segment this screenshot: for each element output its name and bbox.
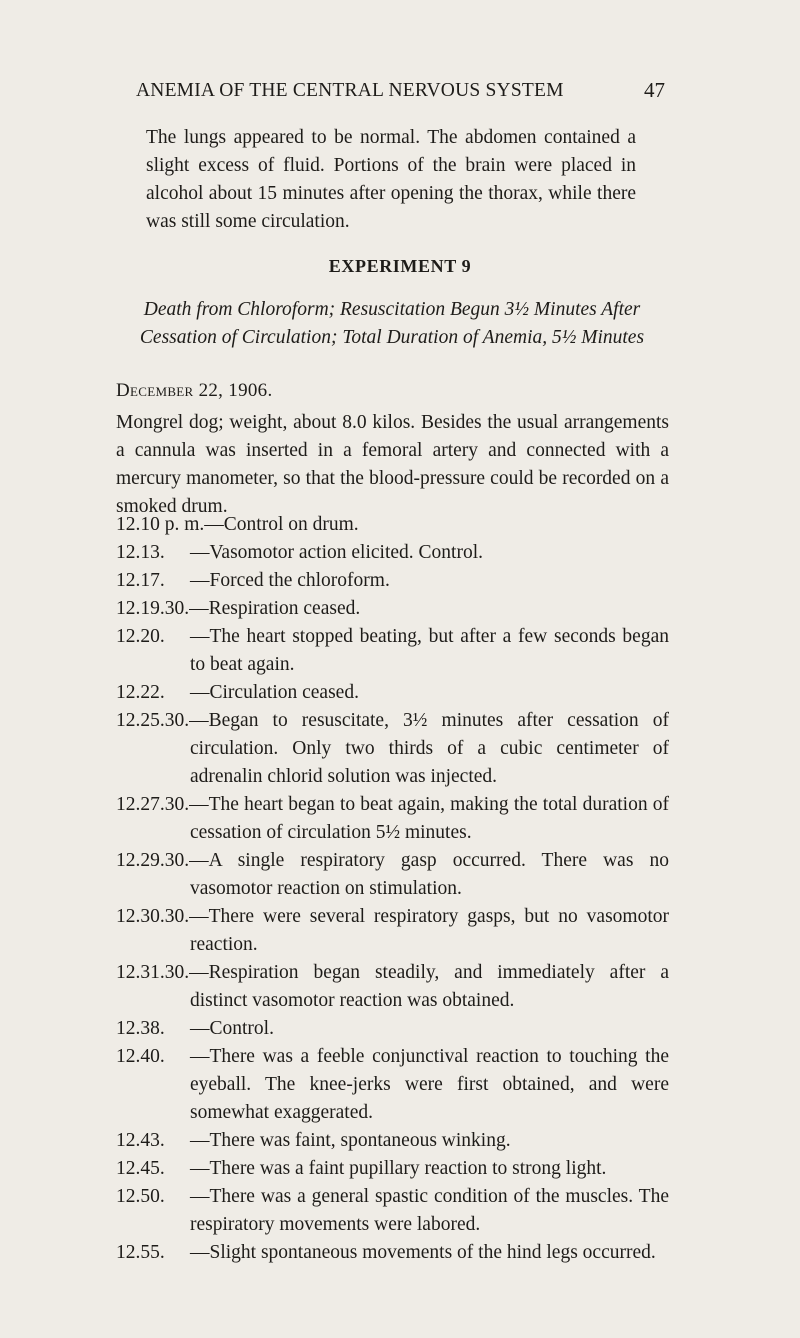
log-time: 12.31.30. [116, 962, 190, 983]
log-lead [116, 707, 209, 735]
em-dash: — [190, 1186, 210, 1207]
log-time: 12.19.30. [116, 598, 190, 619]
log-time: 12.43. [116, 1130, 165, 1151]
page-number: 47 [644, 78, 665, 102]
log-text: The heart stopped beating, but after a few seconds began to beat again. [190, 626, 669, 675]
log-text: Control on drum. [223, 514, 359, 535]
log-text: There was a general spastic condition of the muscles. The respiratory movements were labored. [190, 1186, 669, 1235]
log-time: 12.17. [116, 570, 165, 591]
log-lead [116, 539, 210, 567]
log-lead [116, 1155, 210, 1183]
log-entry-body [116, 567, 669, 595]
log-time: 12.13. [116, 542, 165, 563]
log-lead [116, 511, 224, 539]
log-text: Forced the chloroform. [209, 570, 390, 591]
log-lead [116, 1015, 210, 1043]
log-text: Respiration ceased. [208, 598, 361, 619]
log-lead [116, 1183, 210, 1211]
log-entry [116, 1127, 669, 1155]
em-dash: — [190, 570, 210, 591]
log-entry-body [116, 707, 669, 791]
log-lead [116, 567, 210, 595]
log-entry [116, 595, 669, 623]
experiment-description: Mongrel dog; weight, about 8.0 kilos. Besides the usual arrangements a cannula was inserted in a femoral artery and connected with a mercury manometer, so that the blood-pressure could be recorded on a smoked drum. [116, 412, 669, 517]
log-text: Began to resuscitate, 3½ minutes after cessation of circulation. Only two thirds of a cubic centimeter of adrenalin chlorid solution was injected. [190, 710, 669, 787]
em-dash: — [189, 850, 209, 871]
log-text: There was a faint pupillary reaction to strong light. [209, 1158, 607, 1179]
log-text: Slight spontaneous movements of the hind legs occurred. [209, 1242, 656, 1263]
log-entry [116, 791, 669, 847]
experiment-title: Death from Chloroform; Resuscitation Begun 3½ Minutes After Cessation of Circulation; Total Duration of Anemia, 5½ Minutes [139, 299, 645, 348]
log-time: 12.45. [116, 1158, 165, 1179]
log-lead [116, 959, 209, 987]
log-lead [116, 623, 210, 651]
log-time: 12.25.30. [116, 710, 190, 731]
log-entry-body [116, 595, 669, 623]
log-time: 12.29.30. [116, 850, 190, 871]
log-entry [116, 567, 669, 595]
log-entry [116, 707, 669, 791]
log-entry [116, 1015, 669, 1043]
log-entry [116, 1155, 669, 1183]
em-dash: — [190, 1130, 210, 1151]
log-entry [116, 903, 669, 959]
em-dash: — [190, 682, 210, 703]
log-time: 12.40. [116, 1046, 165, 1067]
em-dash: — [190, 542, 210, 563]
log-entry-body [116, 791, 669, 847]
em-dash: — [189, 906, 209, 927]
log-entry-body [116, 1015, 669, 1043]
em-dash: — [189, 794, 209, 815]
log-time: 12.27.30. [116, 794, 190, 815]
experiment-date: December 22, 1906. [116, 380, 273, 401]
log-entry-body [116, 903, 669, 959]
log-entry-body [116, 511, 669, 539]
log-entry-body [116, 539, 669, 567]
log-text: There was faint, spontaneous winking. [209, 1130, 511, 1151]
log-time: 12.50. [116, 1186, 165, 1207]
log-time: 12.22. [116, 682, 165, 703]
log-lead [116, 595, 209, 623]
log-lead [116, 1127, 210, 1155]
running-head: ANEMIA OF THE CENTRAL NERVOUS SYSTEM [136, 80, 564, 101]
log-entry-body [116, 1155, 669, 1183]
em-dash: — [189, 598, 209, 619]
log-text: There were several respiratory gasps, but no vasomotor reaction. [190, 906, 669, 955]
log-entry [116, 539, 669, 567]
log-text: The heart began to beat again, making the total duration of cessation of circulation 5½ minutes. [190, 794, 669, 843]
em-dash: — [190, 1018, 210, 1039]
log-time: 12.20. [116, 626, 165, 647]
log-lead [116, 679, 210, 707]
experiment-heading: EXPERIMENT 9 [328, 256, 472, 276]
log-text: There was a feeble conjunctival reaction to touching the eyeball. The knee-jerks were first obtained, and were somewhat exaggerated. [190, 1046, 669, 1123]
log-time: 12.30.30. [116, 906, 190, 927]
log-time: 12.10 p. m. [116, 514, 205, 535]
log-entry [116, 623, 669, 679]
log-entry [116, 1183, 669, 1239]
log-entry-body [116, 679, 669, 707]
log-entry [116, 511, 669, 539]
em-dash: — [204, 514, 224, 535]
log-text: A single respiratory gasp occurred. There was no vasomotor reaction on stimulation. [190, 850, 669, 899]
log-entry-body [116, 847, 669, 903]
log-entry [116, 959, 669, 1015]
log-lead [116, 791, 209, 819]
log-lead [116, 903, 209, 931]
log-entry [116, 1043, 669, 1127]
log-entry-body [116, 1127, 669, 1155]
log-entry-body [116, 1239, 669, 1267]
log-text: Circulation ceased. [209, 682, 359, 703]
log-text: Vasomotor action elicited. Control. [209, 542, 483, 563]
log-entry [116, 1239, 669, 1267]
em-dash: — [190, 1158, 210, 1179]
log-time: 12.55. [116, 1242, 165, 1263]
protocol-log [116, 511, 669, 1267]
em-dash: — [190, 1242, 210, 1263]
log-entry [116, 679, 669, 707]
log-time: 12.38. [116, 1018, 165, 1039]
em-dash: — [189, 710, 209, 731]
log-lead [116, 1239, 210, 1267]
log-lead [116, 847, 209, 875]
log-entry-body [116, 1043, 669, 1127]
log-lead [116, 1043, 210, 1071]
em-dash: — [190, 626, 210, 647]
intro-paragraph: The lungs appeared to be normal. The abdomen contained a slight excess of fluid. Portions of the brain were placed in alcohol about 15 minutes after opening the thorax, while there was still some circulation. [146, 127, 636, 232]
log-text: Respiration began steadily, and immediately after a distinct vasomotor reaction was obtained. [190, 962, 669, 1011]
log-entry-body [116, 959, 669, 1015]
log-entry-body [116, 623, 669, 679]
em-dash: — [190, 1046, 210, 1067]
log-entry-body [116, 1183, 669, 1239]
log-entry [116, 847, 669, 903]
em-dash: — [189, 962, 209, 983]
log-text: Control. [209, 1018, 274, 1039]
